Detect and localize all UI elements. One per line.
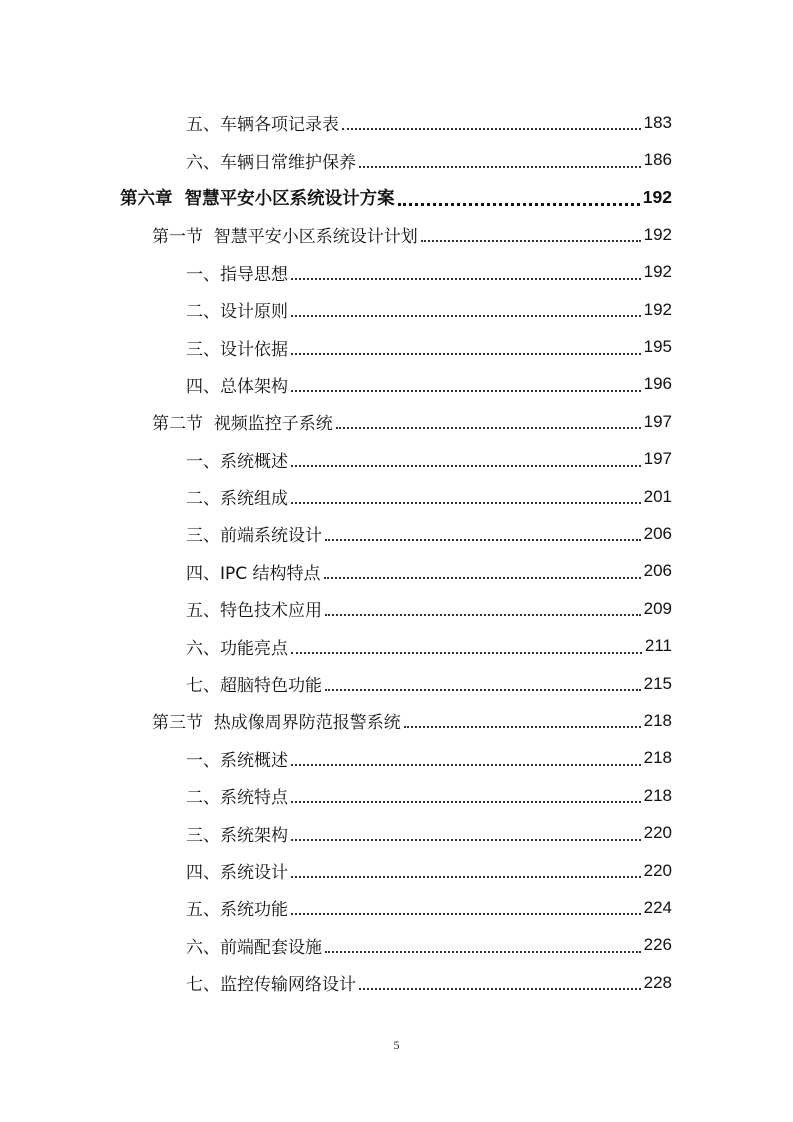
toc-entry[interactable] — [0, 927, 793, 964]
toc-dot-leader — [291, 896, 641, 915]
toc-dot-leader — [324, 560, 641, 579]
toc-entry-title: 五、特色技术应用 — [186, 601, 322, 622]
toc-dot-leader — [325, 597, 641, 616]
toc-entry-page: 220 — [643, 823, 672, 843]
toc-section-page: 218 — [643, 710, 672, 730]
toc-entry-page: 215 — [643, 673, 672, 693]
toc-entry-title: 五、系统功能 — [186, 900, 288, 921]
toc-entry-title: 三、系统架构 — [186, 825, 288, 846]
page-number: 5 — [393, 1038, 400, 1052]
toc-entry-page: 206 — [643, 561, 672, 581]
toc-entry-page: 195 — [643, 337, 672, 357]
toc-entry-title: 六、前端配套设施 — [186, 937, 322, 958]
toc-entry[interactable] — [0, 553, 793, 590]
toc-entry-page: 224 — [643, 897, 672, 917]
toc-section-entry[interactable] — [0, 403, 793, 440]
toc-section-title: 第三节 热成像周界防范报警系统 — [152, 713, 401, 734]
toc-entry[interactable] — [0, 328, 793, 365]
toc-entry-page: 218 — [643, 785, 672, 805]
toc-entry-page: 211 — [644, 636, 672, 656]
toc-entry-page: 192 — [643, 299, 672, 319]
toc-entry-page: 226 — [643, 935, 672, 955]
toc-entry[interactable] — [0, 852, 793, 889]
toc-dot-leader — [421, 223, 641, 242]
toc-dot-leader — [325, 672, 641, 691]
toc-dot-leader — [291, 298, 641, 317]
toc-dot-leader — [359, 149, 641, 168]
toc-entry[interactable] — [0, 777, 793, 814]
toc-dot-leader — [291, 784, 641, 803]
toc-entry-title: 五、车辆各项记录表 — [186, 115, 339, 136]
toc-entry[interactable] — [0, 141, 793, 178]
toc-dot-leader — [336, 410, 641, 429]
toc-entry-title: 一、系统概述 — [186, 750, 288, 771]
toc-dot-leader — [325, 934, 641, 953]
toc-entry-page: 192 — [643, 262, 672, 282]
toc-dot-leader — [398, 185, 640, 206]
toc-entry-page: 201 — [643, 486, 672, 506]
toc-entry[interactable] — [0, 964, 793, 1001]
toc-entry-title: 四、总体架构 — [186, 376, 288, 397]
toc-dot-leader — [325, 522, 641, 541]
toc-entry-title: 二、设计原则 — [186, 302, 288, 323]
toc-dot-leader — [359, 971, 641, 990]
toc-entry-page: 206 — [643, 523, 672, 543]
toc-dot-leader — [404, 709, 641, 728]
toc-entry[interactable] — [0, 104, 793, 141]
toc-entry-page: 228 — [643, 972, 672, 992]
toc-section-page: 192 — [643, 224, 672, 244]
toc-entry-title: 二、系统特点 — [186, 788, 288, 809]
toc-chapter-page: 192 — [642, 186, 672, 207]
toc-dot-leader — [291, 747, 641, 766]
toc-entry-title: 七、超脑特色功能 — [186, 676, 322, 697]
toc-entry-page: 218 — [643, 748, 672, 768]
toc-entry[interactable] — [0, 515, 793, 552]
toc-entry[interactable] — [0, 366, 793, 403]
toc-entry-page: 183 — [643, 112, 672, 132]
toc-entry-title: 二、系统组成 — [186, 489, 288, 510]
toc-entry-title: 一、指导思想 — [186, 264, 288, 285]
toc-entry-page: 209 — [643, 598, 672, 618]
toc-entry-title: 三、前端系统设计 — [186, 526, 322, 547]
toc-entry[interactable] — [0, 254, 793, 291]
toc-dot-leader — [291, 822, 641, 841]
toc-entry[interactable] — [0, 478, 793, 515]
toc-entry-title: 七、监控传输网络设计 — [186, 975, 356, 996]
toc-dot-leader — [291, 373, 641, 392]
toc-dot-leader — [291, 859, 641, 878]
toc-dot-leader — [291, 485, 641, 504]
toc-entry-title: 四、系统设计 — [186, 863, 288, 883]
toc-dot-leader — [291, 448, 641, 467]
toc-section-entry[interactable] — [0, 702, 793, 739]
toc-entry-page: 186 — [643, 150, 672, 170]
toc-dot-leader — [291, 336, 641, 355]
toc-section-entry[interactable] — [0, 216, 793, 253]
toc-dot-leader — [342, 111, 641, 130]
toc-entry-title: 六、车辆日常维护保养 — [186, 152, 356, 173]
toc-entry[interactable] — [0, 740, 793, 777]
toc-entry-title: 六、功能亮点 — [186, 638, 288, 659]
toc-entry[interactable] — [0, 814, 793, 851]
toc-entry-title: 一、系统概述 — [186, 451, 288, 472]
toc-entry-title: 四、IPC 结构特点 — [186, 563, 321, 584]
toc-entry[interactable] — [0, 627, 793, 664]
toc-chapter-title: 第六章 智慧平安小区系统设计方案 — [120, 188, 395, 209]
table-of-contents — [0, 104, 793, 1001]
toc-entry[interactable] — [0, 441, 793, 478]
toc-chapter-entry[interactable] — [0, 179, 793, 216]
toc-entry[interactable] — [0, 665, 793, 702]
toc-entry-title: 三、设计依据 — [186, 339, 288, 360]
toc-dot-leader — [291, 635, 642, 654]
toc-section-page: 197 — [643, 411, 672, 431]
toc-entry-page: 196 — [643, 374, 672, 394]
toc-entry-page: 197 — [643, 449, 672, 469]
toc-entry[interactable] — [0, 291, 793, 328]
toc-entry[interactable] — [0, 889, 793, 926]
toc-section-title: 第二节 视频监控子系统 — [152, 414, 333, 435]
toc-entry[interactable] — [0, 590, 793, 627]
toc-dot-leader — [291, 261, 641, 280]
toc-entry-page: 220 — [643, 860, 672, 880]
toc-section-title: 第一节 智慧平安小区系统设计计划 — [152, 227, 418, 248]
